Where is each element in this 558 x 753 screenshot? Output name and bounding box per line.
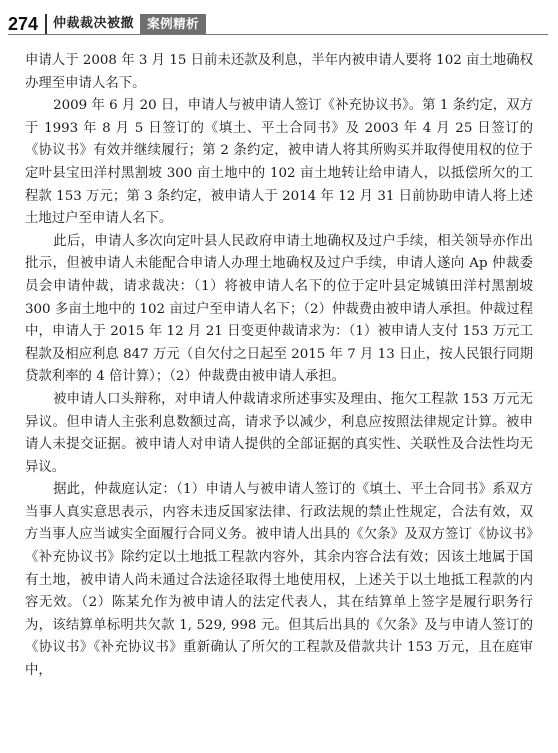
- paragraph: 申请人于 2008 年 3 月 15 日前未还款及利息，半年内被申请人要将 102 亩土地确权办理至申请人名下。: [25, 53, 533, 91]
- paragraph: 此后，申请人多次向定叶县人民政府申请土地确权及过户手续，相关领导亦作出批示，但被申请人未能配合申请人办理土地确权及过户手续，申请人遂向 Ap 仲裁委员会申请仲裁，请求裁决：（1）将被申请人名下的位于定叶县定城镇田洋村黑割坡 300 多亩土地中的 102 亩过户至申请人名下；（2）仲裁费由被申请人承担。仲裁过程中，申请人于 2015 年 12 月 21 日变更仲裁请求为：（1）被申请人支付 153 万元工程款及相应利息 847 万元（自欠付之日起至 2015 年 7 月 13 日止，按人民银行同期贷款利率的 4 倍计算）；（2）仲裁费由被申请人承担。: [25, 233, 533, 385]
- body-text: [25, 50, 533, 683]
- paragraph: 据此，仲裁庭认定：（1）申请人与被申请人签订的《填土、平土合同书》系双方当事人真实意思表示，内容未违反国家法律、行政法规的禁止性规定，合法有效，双方当事人应当诚实全面履行合同义务。被申请人出具的《欠条》及双方签订《协议书》《补充协议书》除约定以土地抵工程款内容外，其余内容合法有效；因该土地属于国有土地，被申请人尚未通过合法途径取得土地使用权，上述关于以土地抵工程款的内容无效。（2）陈某允作为被申请人的法定代表人，其在结算单上签字是履行职务行为，该结算单标明共欠款 1, 529, 998 元。但其后出具的《欠条》及与申请人签订的《协议书》《补充协议书》重新确认了所欠的工程款及借款共计 153 万元，且在庭审中，: [25, 482, 533, 679]
- page-number: 274: [8, 14, 39, 34]
- section-tag: 案例精析: [140, 14, 206, 34]
- paragraph: 被申请人口头辩称，对申请人仲裁请求所述事实及理由、拖欠工程款 153 万元无异议。但申请人主张利息数额过高，请求予以减少，利息应按照法律规定计算。被申请人未提交证据。被申请人对申请人提供的全部证据的真实性、关联性及合法性均无异议。: [25, 391, 533, 475]
- header-rule: [8, 34, 548, 35]
- page-header: [8, 8, 206, 34]
- paragraph: 2009 年 6 月 20 日，申请人与被申请人签订《补充协议书》。第 1 条约定，双方于 1993 年 8 月 5 日签订的《填土、平土合同书》及 2003 年 4 月 25 日签订的《协议书》有效并继续履行；第 2 条约定，被申请人将其所购买并取得使用权的位于定叶县宝田洋村黑割坡 300 亩土地中的 102 亩土地转让给申请人，以抵偿所欠的工程款 153 万元；第 3 条约定，被申请人于 2014 年 12 月 31 日前协助申请人将上述土地过户至申请人名下。: [25, 98, 533, 227]
- running-book-title: 仲裁裁决被撤: [53, 16, 135, 31]
- header-divider: [45, 14, 47, 34]
